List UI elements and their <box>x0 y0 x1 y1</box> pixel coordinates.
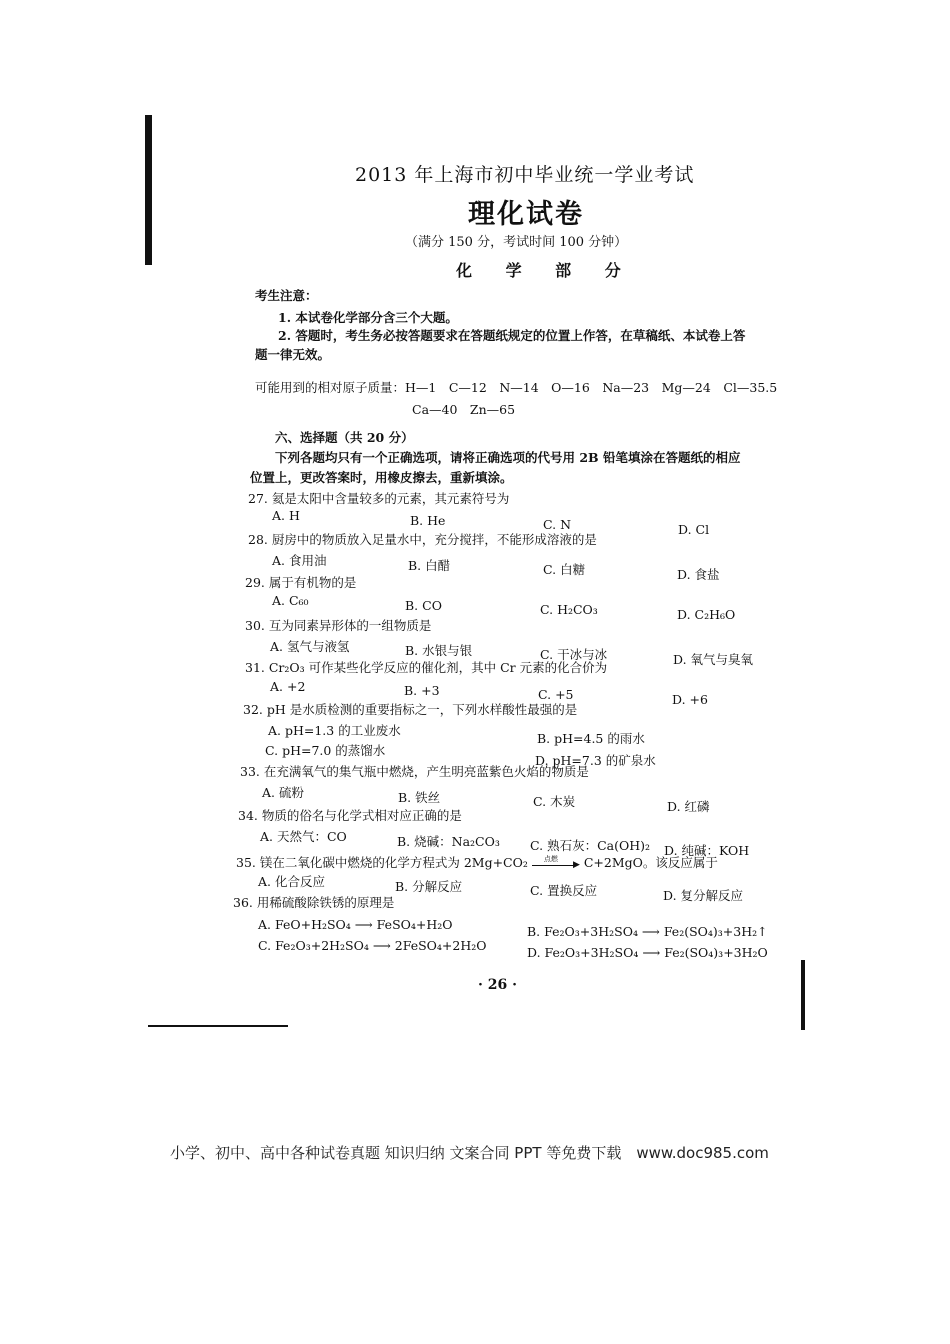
reaction-condition: 点燃 <box>543 854 558 863</box>
question-30: 30. 互为同素异形体的一组物质是 <box>245 618 432 633</box>
q35-option-d: D. 复分解反应 <box>663 888 744 903</box>
q34-option-b: B. 烧碱：Na₂CO₃ <box>397 834 500 849</box>
q27-option-c: C. N <box>543 517 572 532</box>
question-29: 29. 属于有机物的是 <box>245 575 357 590</box>
exam-meta: （满分 150 分，考试时间 100 分钟） <box>405 235 628 250</box>
notice-heading: 考生注意： <box>255 288 318 303</box>
q29-option-c: C. H₂CO₃ <box>540 602 598 617</box>
question-31: 31. Cr₂O₃ 可作某些化学反应的催化剂，其中 Cr 元素的化合价为 <box>245 660 608 675</box>
q28-option-a: A. 食用油 <box>272 553 327 568</box>
q35-stem-post: C+2MgO。该反应属于 <box>583 855 718 870</box>
q29-option-a: A. C₆₀ <box>272 593 309 608</box>
footer-banner: 小学、初中、高中各种试卷真题 知识归纳 文案合同 PPT 等免费下载 www.doc985.com <box>170 1144 769 1162</box>
q35-option-c: C. 置换反应 <box>530 883 598 898</box>
scan-left-bar <box>145 115 152 265</box>
q36-option-b: B. Fe₂O₃+3H₂SO₄ ⟶ Fe₂(SO₄)₃+3H₂↑ <box>527 924 768 939</box>
scan-bottom-left-stroke <box>148 1025 288 1027</box>
part-6-instruction-1: 下列各题均只有一个正确选项，请将正确选项的代号用 2B 铅笔填涂在答题纸的相应 <box>275 450 741 465</box>
notice-item-2-cont: 题一律无效。 <box>255 347 331 362</box>
question-36: 36. 用稀硫酸除铁锈的原理是 <box>233 895 395 910</box>
q27-option-d: D. Cl <box>678 522 710 537</box>
q35-stem-pre: 35. 镁在二氧化碳中燃烧的化学方程式为 2Mg+CO₂ <box>236 855 528 870</box>
question-28: 28. 厨房中的物质放入足量水中，充分搅拌，不能形成溶液的是 <box>248 532 597 547</box>
atomic-mass-line-1: 可能用到的相对原子质量：H—1 C—12 N—14 O—16 Na—23 Mg—24 Cl—35.5 <box>255 380 778 395</box>
q31-option-d: D. +6 <box>672 692 708 707</box>
q33-option-b: B. 铁丝 <box>398 790 441 805</box>
reaction-arrow-icon: 点燃 ▶ <box>532 858 580 870</box>
part-6-instruction-2: 位置上，更改答案时，用橡皮擦去，重新填涂。 <box>250 470 513 485</box>
q34-option-c: C. 熟石灰：Ca(OH)₂ <box>530 838 650 853</box>
q35-option-b: B. 分解反应 <box>395 879 463 894</box>
question-32: 32. pH 是水质检测的重要指标之一，下列水样酸性最强的是 <box>243 702 578 717</box>
q32-option-d: D. pH=7.3 的矿泉水 <box>535 753 656 768</box>
page-number: · 26 · <box>478 977 517 993</box>
q33-option-a: A. 硫粉 <box>262 785 304 800</box>
q35-option-a: A. 化合反应 <box>258 874 325 889</box>
q34-option-d: D. 纯碱：KOH <box>664 843 750 858</box>
question-27: 27. 氦是太阳中含量较多的元素，其元素符号为 <box>248 491 510 506</box>
q30-option-a: A. 氢气与液氢 <box>270 639 350 654</box>
q29-option-b: B. CO <box>405 598 442 613</box>
q34-option-a: A. 天然气：CO <box>260 829 347 844</box>
q29-option-d: D. C₂H₆O <box>677 607 736 622</box>
q31-option-b: B. +3 <box>404 683 440 698</box>
q28-option-b: B. 白醋 <box>408 558 451 573</box>
q32-option-a: A. pH=1.3 的工业废水 <box>268 723 401 738</box>
q32-option-c: C. pH=7.0 的蒸馏水 <box>265 743 386 758</box>
notice-item-2: 2. 答题时，考生务必按答题要求在答题纸规定的位置上作答，在草稿纸、本试卷上答 <box>278 328 746 343</box>
exam-title: 2013 年上海市初中毕业统一学业考试 <box>355 164 695 186</box>
part-6-heading: 六、选择题（共 20 分） <box>275 430 414 445</box>
q30-option-c: C. 干冰与冰 <box>540 647 608 662</box>
question-35 <box>236 853 718 871</box>
q31-option-c: C. +5 <box>538 687 574 702</box>
q31-option-a: A. +2 <box>270 679 306 694</box>
atomic-mass-line-2: Ca—40 Zn—65 <box>412 402 516 417</box>
section-title: 化 学 部 分 <box>456 261 635 280</box>
q33-option-d: D. 红磷 <box>667 799 710 814</box>
notice-item-1: 1. 本试卷化学部分含三个大题。 <box>278 310 458 325</box>
q36-option-d: D. Fe₂O₃+3H₂SO₄ ⟶ Fe₂(SO₄)₃+3H₂O <box>527 945 768 960</box>
q27-option-b: B. He <box>410 513 446 528</box>
q30-option-b: B. 水银与银 <box>405 643 473 658</box>
q28-option-c: C. 白糖 <box>543 562 586 577</box>
q28-option-d: D. 食盐 <box>677 567 720 582</box>
q36-option-a: A. FeO+H₂SO₄ ⟶ FeSO₄+H₂O <box>258 917 453 932</box>
question-34: 34. 物质的俗名与化学式相对应正确的是 <box>238 808 462 823</box>
q27-option-a: A. H <box>272 508 300 523</box>
scan-right-bar <box>801 960 805 1030</box>
q30-option-d: D. 氧气与臭氧 <box>673 652 754 667</box>
question-33: 33. 在充满氧气的集气瓶中燃烧，产生明亮蓝紫色火焰的物质是 <box>240 764 589 779</box>
q36-option-c: C. Fe₂O₃+2H₂SO₄ ⟶ 2FeSO₄+2H₂O <box>258 938 487 953</box>
subject-title: 理化试卷 <box>468 199 584 230</box>
q32-option-b: B. pH=4.5 的雨水 <box>537 731 645 746</box>
q33-option-c: C. 木炭 <box>533 794 576 809</box>
